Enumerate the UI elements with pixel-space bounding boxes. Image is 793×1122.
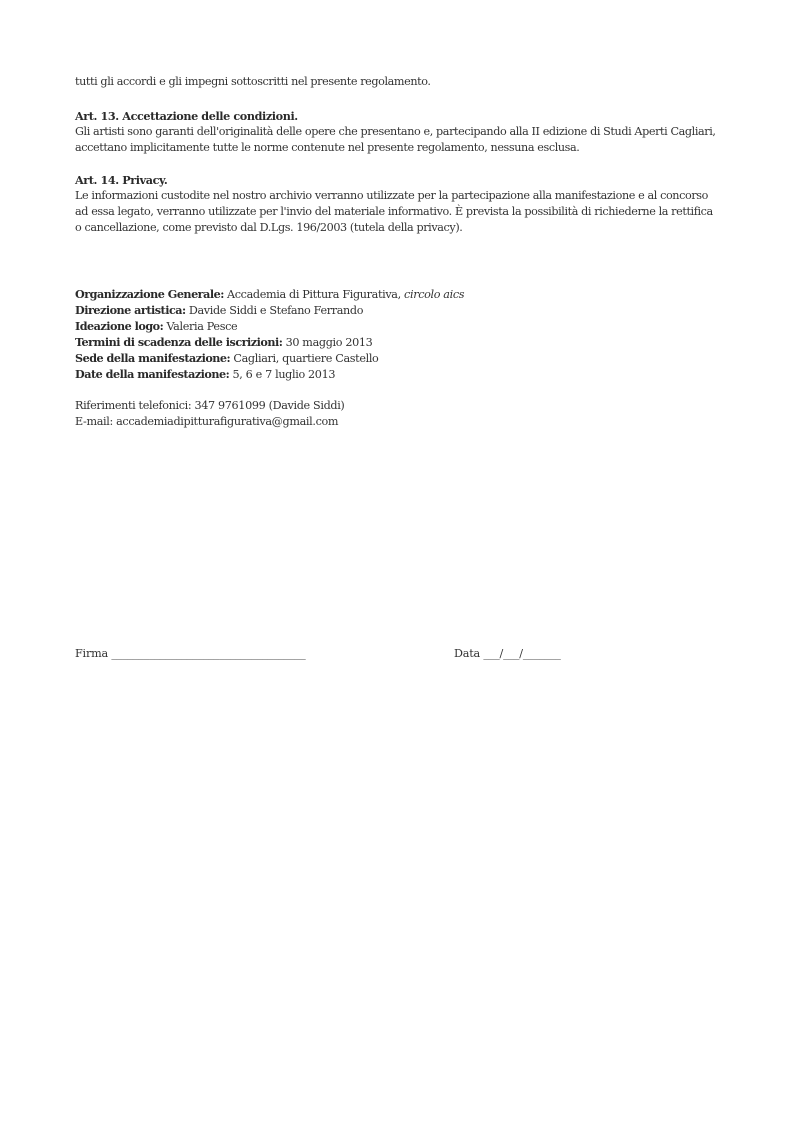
direzione-label: Direzione artistica: [75, 303, 186, 317]
organizzazione-value: Accademia di Pittura Figurativa, [223, 288, 405, 301]
date-value: 5, 6 e 7 luglio 2013 [229, 368, 336, 381]
date-label: Date della manifestazione: [75, 367, 230, 381]
sede-label: Sede della manifestazione: [75, 351, 231, 365]
art13-line-2: accettano implicitamente tutte le norme contenute nel presente regolamento, nessuna esclusa. [75, 141, 580, 154]
art14-line-3: o cancellazione, come previsto dal D.Lgs. 196/2003 (tutela della privacy). [75, 221, 463, 234]
organizzazione-label: Organizzazione Generale: [75, 287, 224, 301]
info-ideazione [75, 318, 237, 335]
contact-phone: Riferimenti telefonici: 347 9761099 (Davide Siddi) [75, 399, 345, 412]
art13-line-1: Gli artisti sono garanti dell'originalità delle opere che presentano e, partecipando alla II edizione di Studi Aperti Cagliari, [75, 125, 716, 138]
info-organizzazione [75, 286, 464, 303]
info-direzione [75, 302, 363, 319]
art14-heading: Art. 14. Privacy. [75, 173, 168, 187]
art13-heading: Art. 13. Accettazione delle condizioni. [75, 109, 298, 123]
ideazione-value: Valeria Pesce [163, 320, 238, 333]
direzione-value: Davide Siddi e Stefano Ferrando [185, 304, 364, 317]
signature-firma: Firma ____________________________________ [75, 647, 306, 660]
art14-line-2: ad essa legato, verranno utilizzate per l'invio del materiale informativo. È prevista la possibilità di richiederne la rettifica [75, 205, 713, 218]
organizzazione-italic: circolo aics [404, 288, 465, 301]
termini-label: Termini di scadenza delle iscrizioni: [75, 335, 283, 349]
info-termini [75, 334, 372, 351]
ideazione-label: Ideazione logo: [75, 319, 164, 333]
signature-data: Data ___/___/_______ [454, 647, 561, 660]
info-sede [75, 350, 378, 367]
intro-line: tutti gli accordi e gli impegni sottoscritti nel presente regolamento. [75, 75, 431, 88]
sede-value: Cagliari, quartiere Castello [230, 352, 379, 365]
termini-value: 30 maggio 2013 [282, 336, 373, 349]
art14-line-1: Le informazioni custodite nel nostro archivio verranno utilizzate per la partecipazione alla manifestazione e al concorso [75, 189, 708, 202]
info-date [75, 366, 335, 383]
contact-email: E-mail: accademiadipitturafigurativa@gmail.com [75, 415, 339, 428]
